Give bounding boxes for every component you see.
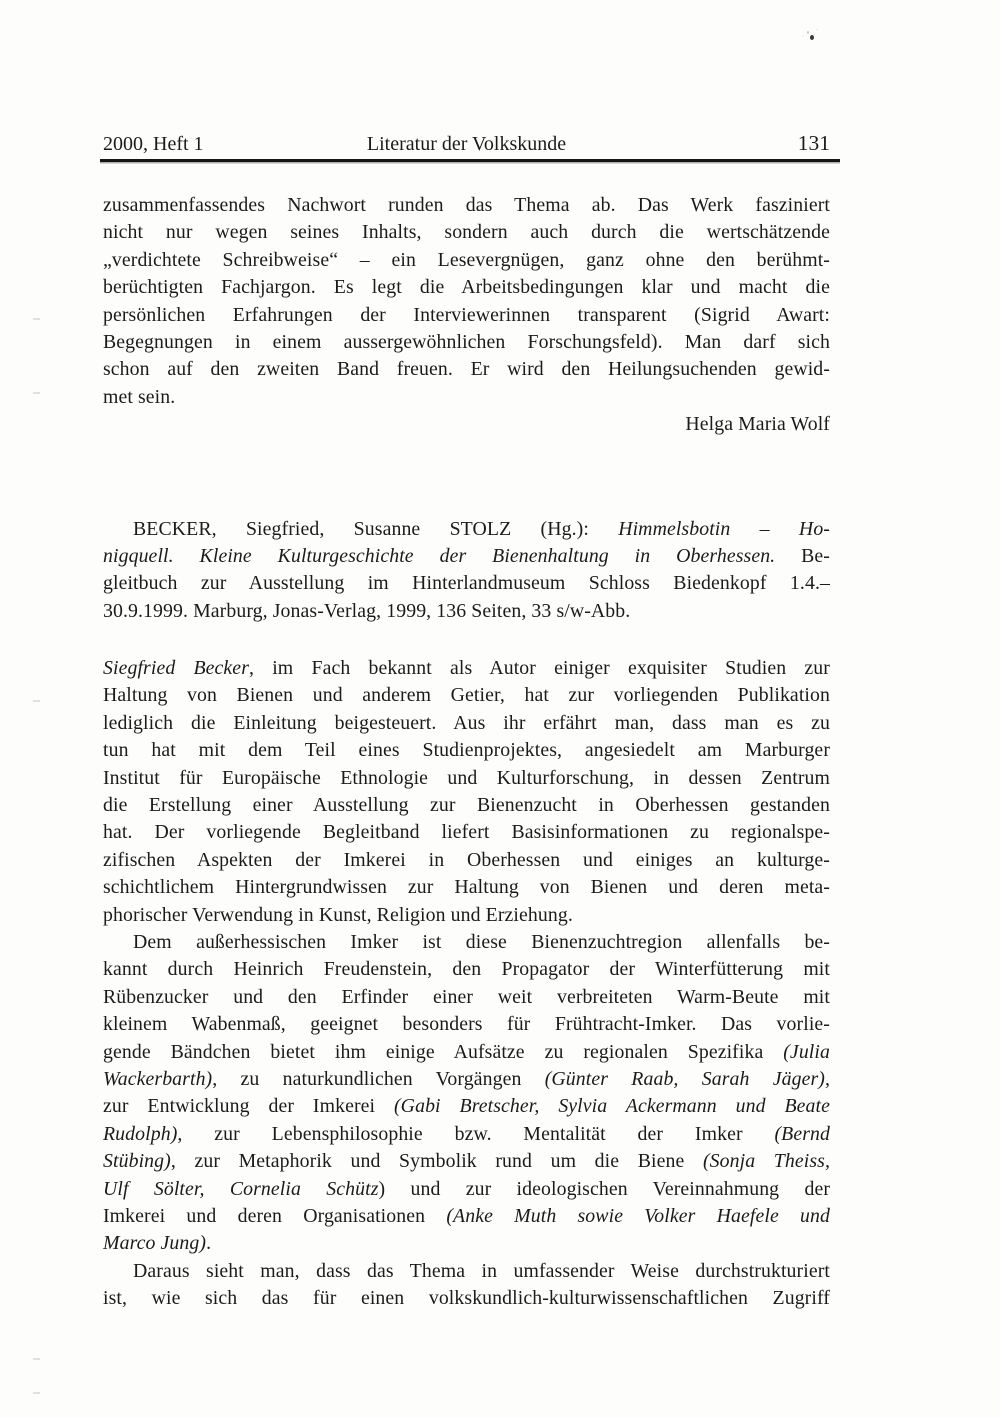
text-line <box>103 1203 830 1230</box>
text-run: , zur Lebensphilosophie bzw. Mentalität der Imker <box>177 1122 775 1145</box>
text-run: die Erstellung einer Ausstellung zur Bienenzucht in Oberhessen gestanden <box>103 794 830 817</box>
text-run: gende Bändchen bietet ihm einige Aufsätze zu regionalen Spezifika <box>103 1040 784 1063</box>
text-line <box>103 847 830 874</box>
header-issue: 2000, Heft 1 <box>103 133 204 155</box>
scan-margin-artifact <box>33 318 40 320</box>
text-line <box>103 792 830 819</box>
text-line <box>103 1093 830 1120</box>
text-line <box>103 1011 830 1038</box>
text-line <box>103 570 830 597</box>
text-line <box>103 329 830 356</box>
text-run: 30.9.1999. Marburg, Jonas-Verlag, 1999, 136 Seiten, 33 s/w-Abb. <box>103 599 631 622</box>
italic-text-run: Rudolph) <box>103 1122 178 1145</box>
text-run: tun hat mit dem Teil eines Studienprojektes, angesiedelt am Marburger <box>103 739 830 762</box>
text-run: BECKER, Siegfried, Susanne STOLZ (Hg.): <box>133 517 619 540</box>
text-line <box>103 302 830 329</box>
text-run: Haltung von Bienen und anderem Getier, hat zur vorliegenden Publikation <box>103 684 830 707</box>
text-run: persönlichen Erfahrungen der Interviewerinnen transparent (Sigrid Awart: <box>103 303 830 326</box>
text-line <box>103 1230 830 1257</box>
text-line <box>103 516 830 543</box>
text-run: zusammenfassendes Nachwort runden das Thema ab. Das Werk fasziniert <box>103 194 830 216</box>
text-run: schon auf den zweiten Band freuen. Er wird den Heilungsuchenden gewid- <box>103 358 830 381</box>
header-page-number: 131 <box>797 131 830 155</box>
header-rule <box>100 159 840 162</box>
italic-text-run: (Bernd <box>774 1122 830 1145</box>
text-line <box>103 192 830 219</box>
text-line <box>103 874 830 901</box>
text-run: „verdichtete Schreibweise“ – ein Lesevergnügen, ganz ohne den berühmt- <box>103 248 830 271</box>
italic-text-run: (Günter Raab, Sarah Jäger) <box>544 1067 825 1090</box>
italic-text-run: (Sonja Theiss, <box>702 1150 830 1173</box>
review-2-paragraph-2 <box>103 929 830 1258</box>
review-2-paragraph-1 <box>103 655 830 929</box>
text-line <box>103 1066 830 1093</box>
text-line <box>103 411 830 438</box>
text-line <box>103 1148 830 1175</box>
scan-margin-artifact <box>33 1358 40 1360</box>
text-line <box>103 819 830 846</box>
text-run: Be- <box>775 544 830 567</box>
text-line <box>103 274 830 301</box>
text-run: kannt durch Heinrich Freudenstein, den Propagator der Winterfütterung mit <box>103 958 830 981</box>
text-run: met sein. <box>103 385 176 408</box>
bibliography-entry <box>103 516 830 626</box>
text-line <box>103 710 830 737</box>
scan-margin-artifact <box>33 1392 40 1394</box>
text-run: Helga Maria Wolf <box>685 413 830 436</box>
text-run: , zur Metaphorik und Symbolik rund um die Biene <box>170 1150 703 1173</box>
text-run: berüchtigten Fachjargon. Es legt die Arbeitsbedingungen klar und macht die <box>103 276 830 299</box>
text-line <box>103 356 830 383</box>
text-line <box>103 1258 830 1285</box>
text-line <box>103 929 830 956</box>
ink-speck-artifact <box>810 35 814 40</box>
text-run: ) und zur ideologischen Vereinnahmung der <box>378 1177 831 1200</box>
text-run: , im Fach bekannt als Autor einiger exquisiter Studien zur <box>249 657 830 680</box>
text-line <box>103 543 830 570</box>
text-run: . <box>206 1232 212 1255</box>
italic-text-run: Siegfried Becker <box>103 657 249 680</box>
text-line <box>103 765 830 792</box>
text-line <box>103 1121 830 1148</box>
text-line <box>103 247 830 274</box>
text-run: gleitbuch zur Ausstellung im Hinterlandmuseum Schloss Biedenkopf 1.4.– <box>103 572 830 595</box>
text-run: zifischen Aspekten der Imkerei in Oberhessen und einiges an kulturge- <box>103 848 830 871</box>
text-run: Imkerei und deren Organisationen <box>103 1204 447 1227</box>
text-run: Institut für Europäische Ethnologie und Kulturforschung, in dessen Zentrum <box>103 766 830 789</box>
text-run: phorischer Verwendung in Kunst, Religion und Erziehung. <box>103 903 573 926</box>
text-line <box>103 984 830 1011</box>
text-line <box>103 682 830 709</box>
text-run: zur Entwicklung der Imkerei <box>103 1095 394 1118</box>
text-run: Begegnungen in einem aussergewöhnlichen Forschungsfeld). Man darf sich <box>103 330 830 353</box>
text-run: Daraus sieht man, dass das Thema in umfassender Weise durchstrukturiert <box>133 1259 830 1282</box>
text-line <box>103 1176 830 1203</box>
reviewer-signature <box>103 411 830 438</box>
review-2-paragraph-3 <box>103 1258 830 1313</box>
italic-text-run: nigquell. Kleine Kulturgeschichte der Bienenhaltung in Oberhessen. <box>103 544 776 567</box>
text-run: hat. Der vorliegende Begleitband liefert Basisinformationen zu regionalspe- <box>103 821 830 844</box>
text-run: nicht nur wegen seines Inhalts, sondern auch durch die wertschätzende <box>103 221 830 244</box>
text-line <box>103 655 830 682</box>
scan-margin-artifact <box>33 700 40 702</box>
italic-text-run: (Gabi Bretscher, Sylvia Ackermann und Beate <box>394 1095 830 1118</box>
italic-text-run: Ulf Sölter, Cornelia Schütz <box>103 1177 379 1200</box>
text-line <box>103 598 830 625</box>
header-journal-title: Literatur der Volkskunde <box>366 133 567 155</box>
text-line <box>103 1039 830 1066</box>
text-line <box>103 902 830 929</box>
italic-text-run: (Anke Muth sowie Volker Haefele und <box>446 1204 831 1227</box>
page-header <box>103 131 830 156</box>
page-body-text <box>103 192 830 1312</box>
text-run: ist, wie sich das für einen volkskundlich-kulturwissenschaftlichen Zugriff <box>103 1287 830 1310</box>
text-run: kleinem Wabenmaß, geeignet besonders für Frühtracht-Imker. Das vorlie- <box>103 1013 830 1036</box>
text-line <box>103 956 830 983</box>
italic-text-run: Marco Jung) <box>103 1232 207 1255</box>
italic-text-run: (Julia <box>783 1040 830 1063</box>
text-run: Rübenzucker und den Erfinder einer weit verbreiteten Warm-Beute mit <box>103 985 830 1008</box>
text-run: , zu naturkundlichen Vorgängen <box>212 1067 545 1090</box>
scan-margin-artifact <box>33 392 40 394</box>
text-line <box>103 219 830 246</box>
italic-text-run: Stübing) <box>103 1150 171 1173</box>
text-run: Dem außerhessischen Imker ist diese Bienenzuchtregion allenfalls be- <box>133 930 830 953</box>
text-run: schichtlichem Hintergrundwissen zur Haltung von Bienen und deren meta- <box>103 876 830 899</box>
italic-text-run: Wackerbarth) <box>103 1067 213 1090</box>
italic-text-run: Himmelsbotin – Ho- <box>618 517 830 540</box>
text-line <box>103 1285 830 1312</box>
text-line <box>103 737 830 764</box>
text-line <box>103 384 830 411</box>
review-1-closing-paragraph <box>103 192 830 411</box>
text-run: , <box>824 1067 830 1090</box>
text-run: lediglich die Einleitung beigesteuert. Aus ihr erfährt man, dass man es zu <box>103 711 830 734</box>
